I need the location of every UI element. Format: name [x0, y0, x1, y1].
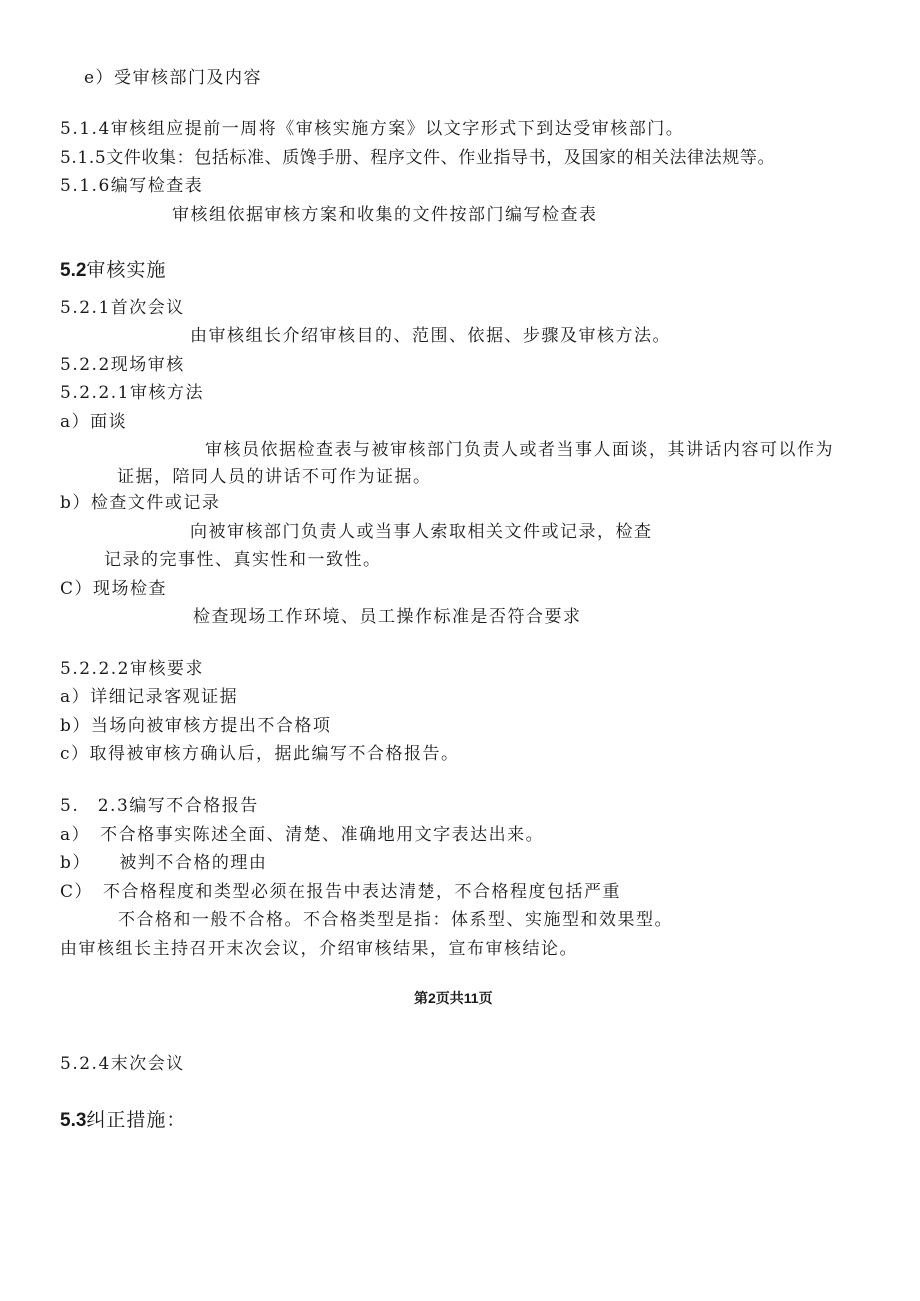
method-c-site: C）现场检查 — [60, 579, 168, 599]
nonconformity-c-continued: 不合格和一般不合格。不合格类型是指：体系型、实施型和效果型。 — [118, 910, 673, 930]
clause-5-2-2-2: 5.2.2.2审核要求 — [60, 659, 204, 679]
method-b-documents-body-2: 记录的完事性、真实性和一致性。 — [104, 550, 382, 570]
clause-5-1-6-body: 审核组依据审核方案和收集的文件按部门编写检查表 — [172, 205, 598, 225]
clause-5-1-5: 5.1.5文件收集：包括标准、质馋手册、程序文件、作业指导书，及国家的相关法律法规等。 — [60, 148, 776, 168]
section-number: 5.2 — [60, 260, 87, 281]
clause-5-2-1-body: 由审核组长介绍审核目的、范围、依据、步骤及审核方法。 — [190, 326, 671, 346]
requirement-c: c）取得被审核方确认后，据此编写不合格报告。 — [60, 744, 460, 764]
clause-5-2-2: 5.2.2现场审核 — [60, 355, 185, 375]
nonconformity-b: b） 被判不合格的理由 — [60, 853, 268, 873]
method-a-interview-body-1: 审核员依据检查表与被审核部门负责人或者当事人面谈，其讲话内容可以作为 — [205, 440, 834, 460]
closing-meeting-intro: 由审核组长主持召开末次会议，介绍审核结果，宣布审核结论。 — [60, 939, 578, 959]
method-b-documents: b）检查文件或记录 — [60, 493, 221, 513]
clause-5-2-4: 5.2.4末次会议 — [60, 1054, 185, 1074]
nonconformity-c: C） 不合格程度和类型必须在报告中表达清楚，不合格程度包括严重 — [60, 882, 622, 902]
method-c-site-body: 检查现场工作环境、员工操作标准是否符合要求 — [193, 607, 582, 627]
section-number: 5.3 — [60, 1110, 87, 1131]
nonconformity-a: a） 不合格事实陈述全面、清楚、准确地用文字表达出来。 — [60, 825, 545, 845]
section-heading-5-3 — [60, 1108, 186, 1133]
clause-5-2-3: 5. 2.3编写不合格报告 — [60, 796, 259, 816]
section-title: 审核实施 — [86, 259, 167, 281]
section-heading-5-2 — [60, 258, 166, 283]
clause-5-2-1: 5.2.1首次会议 — [60, 298, 185, 318]
method-a-interview-body-2: 证据，陪同人员的讲话不可作为证据。 — [117, 467, 432, 487]
method-a-interview: a）面谈 — [60, 412, 128, 432]
item-e-departments: e）受审核部门及内容 — [84, 68, 263, 88]
clause-5-1-6: 5.1.6编写检查表 — [60, 176, 204, 196]
method-b-documents-body-1: 向被审核部门负责人或当事人索取相关文件或记录，检查 — [190, 522, 653, 542]
page-number-footer: 第2页共11页 — [414, 990, 493, 1006]
clause-5-1-4: 5.1.4审核组应提前一周将《审核实施方案》以文字形式下到达受审核部门。 — [60, 119, 685, 139]
requirement-b: b）当场向被审核方提出不合格项 — [60, 716, 332, 736]
clause-5-2-2-1: 5.2.2.1审核方法 — [60, 383, 204, 403]
section-title: 纠正措施： — [86, 1109, 187, 1131]
requirement-a: a）详细记录客观证据 — [60, 687, 239, 707]
